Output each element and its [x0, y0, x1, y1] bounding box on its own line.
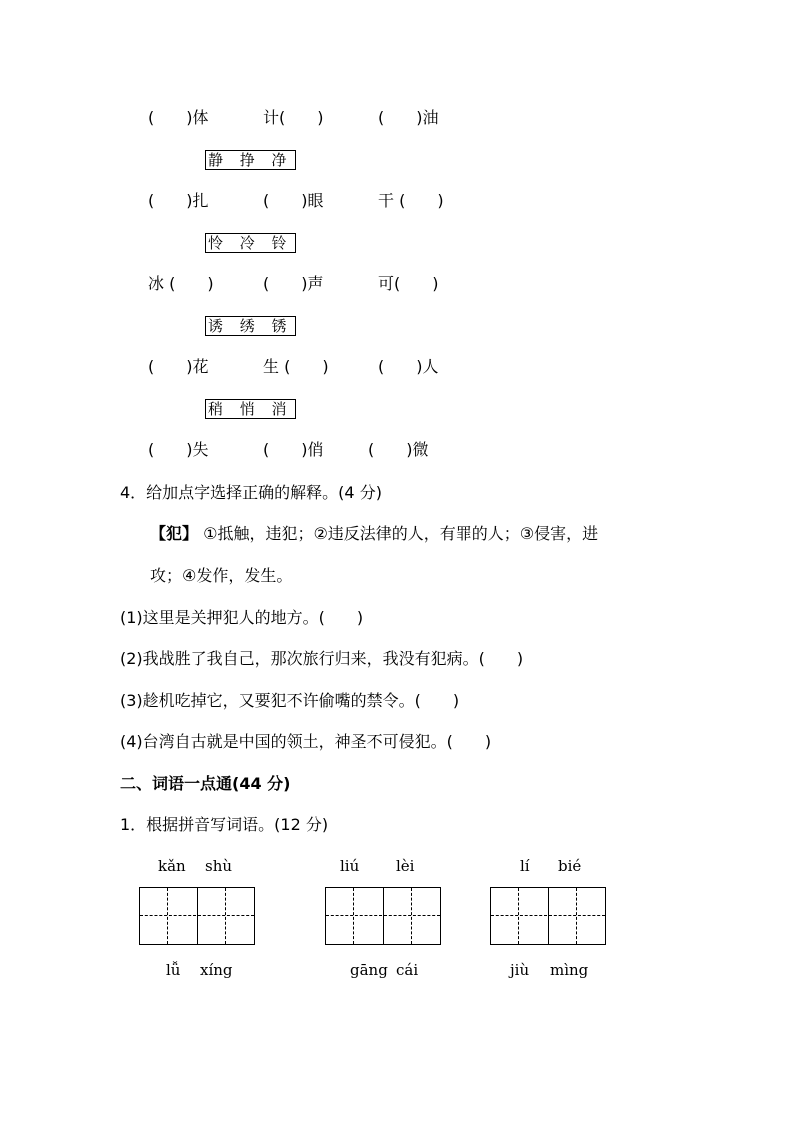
pinyin-syllable: xíng: [200, 961, 233, 979]
section-2-title: 二、词语一点通(44 分): [120, 774, 291, 793]
fill-blank[interactable]: ( )眼: [263, 191, 324, 210]
pinyin-syllable: kǎn: [158, 857, 186, 875]
entry-headword: 【犯】: [150, 524, 199, 543]
fill-blank[interactable]: 计( ): [263, 108, 324, 127]
question-item[interactable]: (2)我战胜了我自己，那次旅行归来，我没有犯病。( ): [120, 649, 524, 668]
tian-cell[interactable]: [140, 888, 196, 944]
pinyin-syllable: gāng: [350, 961, 388, 979]
dictionary-entry-line-1: [150, 524, 598, 544]
question-item[interactable]: (1)这里是关押犯人的地方。( ): [120, 608, 364, 627]
question-4-title: 4．给加点字选择正确的解释。(4 分): [120, 483, 382, 502]
writing-grid[interactable]: [490, 887, 606, 945]
fill-blank[interactable]: ( )体: [148, 108, 209, 127]
tian-cell[interactable]: [383, 888, 440, 944]
char-options-box: 怜 冷 铃: [205, 233, 296, 253]
fill-blank[interactable]: ( )失: [148, 440, 209, 459]
fill-blank[interactable]: ( )微: [368, 440, 429, 459]
char-options-box: 静 挣 净: [205, 150, 296, 170]
writing-grid[interactable]: [139, 887, 255, 945]
fill-blank[interactable]: 干 ( ): [378, 191, 444, 210]
fill-blank[interactable]: ( )人: [378, 357, 439, 376]
entry-definitions: ①抵触，违犯；②违反法律的人，有罪的人；③侵害，进: [203, 524, 599, 543]
fill-blank[interactable]: ( )油: [378, 108, 439, 127]
pinyin-syllable: bié: [558, 857, 582, 875]
tian-cell[interactable]: [548, 888, 605, 944]
fill-blank[interactable]: ( )声: [263, 274, 324, 293]
fill-blank[interactable]: 可( ): [378, 274, 439, 293]
pinyin-syllable: liú: [340, 857, 360, 875]
pinyin-syllable: shù: [205, 857, 233, 875]
tian-cell[interactable]: [326, 888, 382, 944]
char-options-box: 诱 绣 锈: [205, 316, 296, 336]
pinyin-syllable: lí: [520, 857, 530, 875]
pinyin-syllable: mìng: [550, 961, 589, 979]
fill-blank[interactable]: 冰 ( ): [148, 274, 214, 293]
pinyin-syllable: lǚ: [166, 961, 181, 979]
pinyin-syllable: cái: [396, 961, 419, 979]
question-1-title: 1．根据拼音写词语。(12 分): [120, 815, 329, 834]
tian-cell[interactable]: [491, 888, 547, 944]
char-options-box: 稍 悄 消: [205, 399, 296, 419]
question-item[interactable]: (4)台湾自古就是中国的领土，神圣不可侵犯。( ): [120, 732, 492, 751]
fill-blank[interactable]: 生 ( ): [263, 357, 329, 376]
pinyin-syllable: jiù: [510, 961, 530, 979]
pinyin-syllable: lèi: [396, 857, 415, 875]
fill-blank[interactable]: ( )扎: [148, 191, 209, 210]
question-item[interactable]: (3)趁机吃掉它，又要犯不许偷嘴的禁令。( ): [120, 691, 460, 710]
fill-blank[interactable]: ( )花: [148, 357, 209, 376]
fill-blank[interactable]: ( )俏: [263, 440, 324, 459]
tian-cell[interactable]: [197, 888, 254, 944]
writing-grid[interactable]: [325, 887, 441, 945]
dictionary-entry-line-2: 攻；④发作，发生。: [150, 566, 293, 585]
